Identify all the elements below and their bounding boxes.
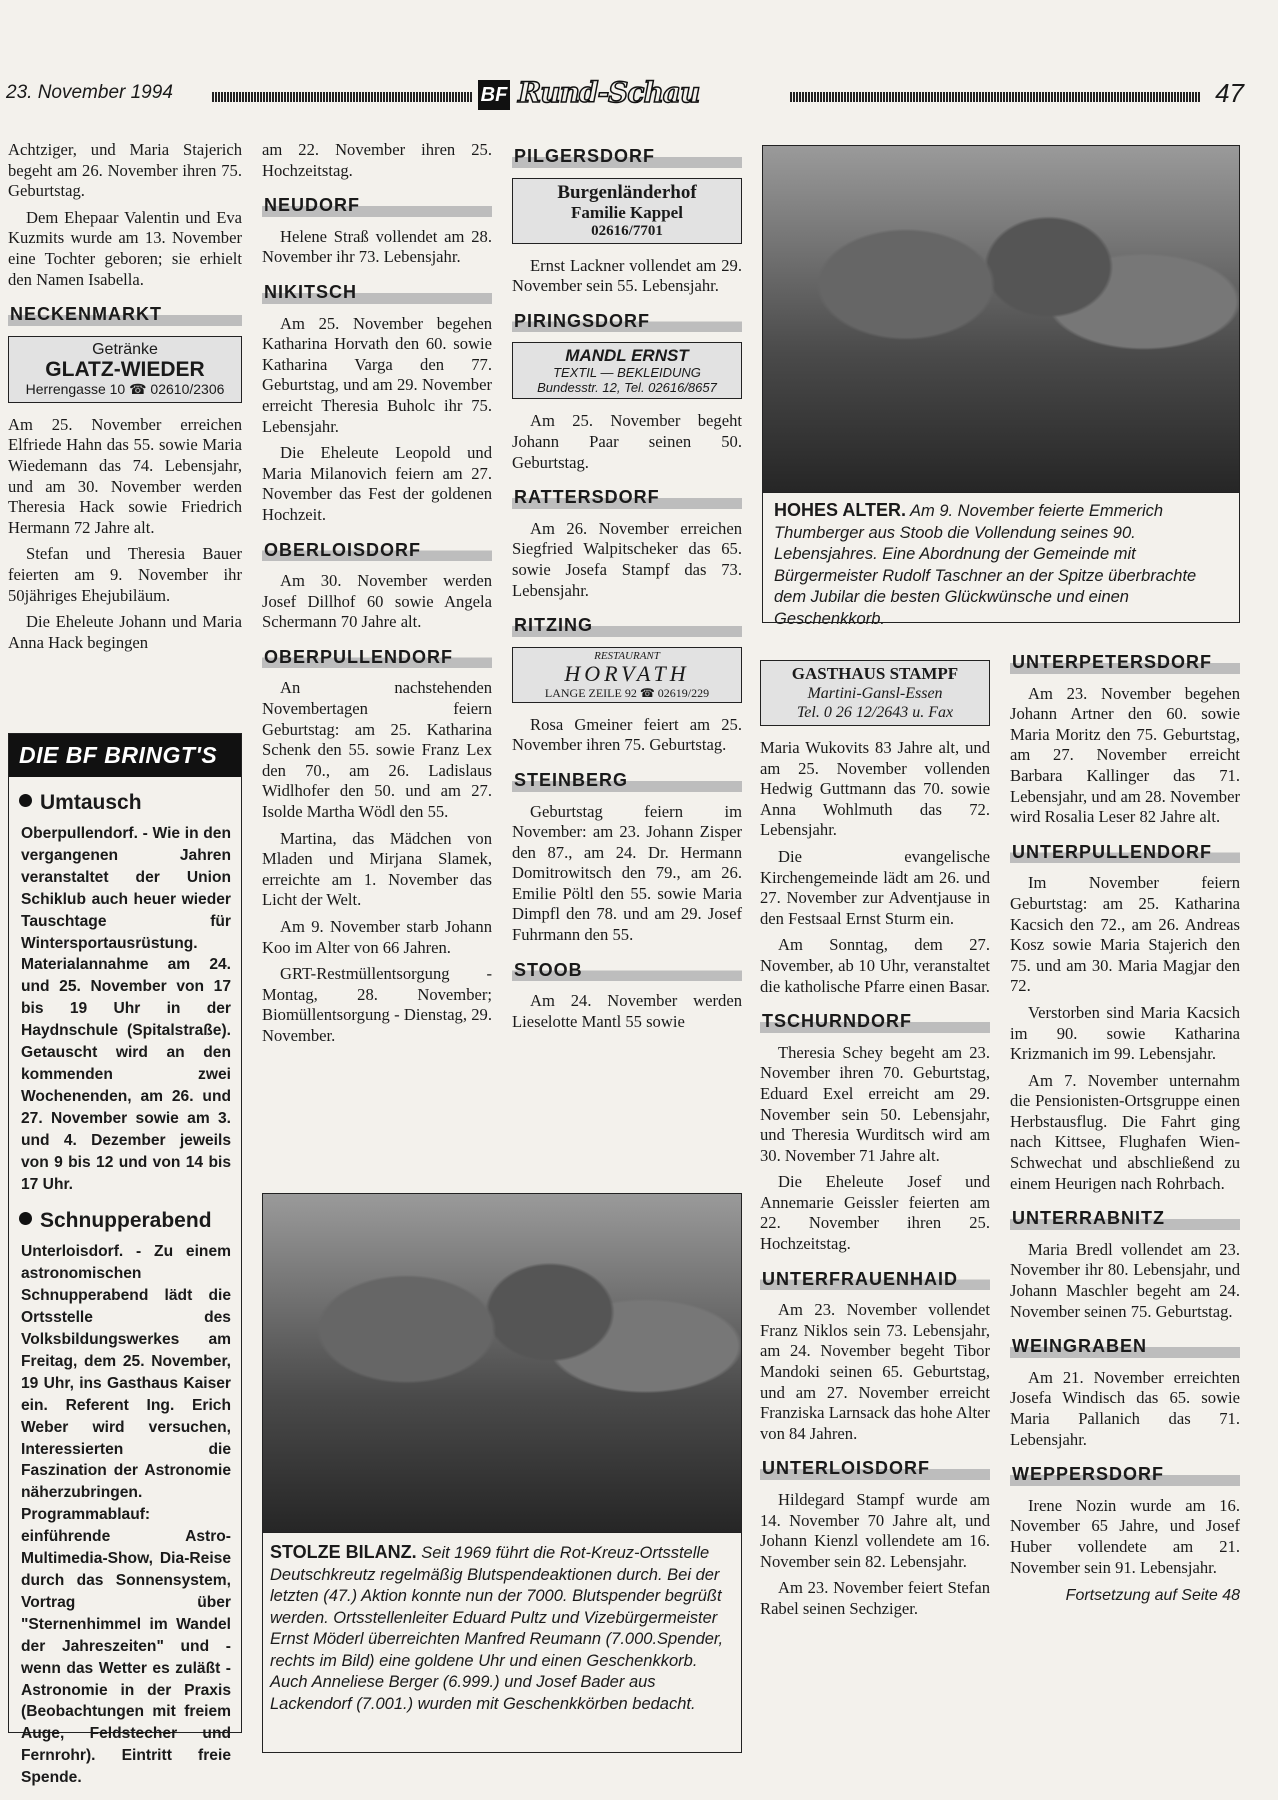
bullet-icon xyxy=(19,794,32,807)
ad-burgenlaenderhof xyxy=(512,178,742,244)
item-title-umtausch xyxy=(19,791,241,815)
item-text: Unterloisdorf. - Zu einem astronomischen Schnupperabend lädt die Ortsstelle des Volksbildungswerkes am Freitag, dem 25. November, 19 Uhr, ins Gasthaus Kaiser ein. Referent Ing. Erich Weber wird versuchen, Interessierten die Faszination der Astronomie näherzubringen. Programmablauf: einführende Astro-Multimedia-Show, Dia-Reise durch das Sonnensystem, Vortrag über "Sternenhimmel im Wandel der Jahreszeiten" und - wenn das Wetter es zuläßt - Astronomie in der Praxis (Beobachtungen mit freiem Auge, Feldstecher und Fernrohr). Eintritt freie Spende. xyxy=(21,1243,231,1787)
ad-line: Getränke xyxy=(92,340,158,358)
column-2 xyxy=(262,140,492,1053)
ad-line: MANDL ERNST xyxy=(565,346,689,366)
ad-line: Bundesstr. 12, Tel. 02616/8657 xyxy=(537,380,717,396)
ad-line: TEXTIL — BEKLEIDUNG xyxy=(553,365,701,381)
section-title-nikitsch: NIKITSCH xyxy=(262,280,492,304)
section-title-unterfrauenhaid: UNTERFRAUENHAID xyxy=(760,1267,990,1291)
section-title-steinberg: STEINBERG xyxy=(512,768,742,792)
ad-line: LANGE ZEILE 92 ☎ 02619/229 xyxy=(544,685,710,700)
item-title-text: Umtausch xyxy=(40,791,142,814)
section-title-unterpullendorf: UNTERPULLENDORF xyxy=(1010,840,1240,864)
column-3 xyxy=(512,140,742,1038)
caption-frame xyxy=(762,493,1240,623)
paragraph: Die Eheleute Johann und Maria Anna Hack begingen xyxy=(8,612,242,652)
paragraph: Die evangelische Kirchengemeinde lädt am 26. und 27. November zur Adventjause in den Festsaal Ernst Sturm ein. xyxy=(760,846,990,928)
page-number: 47 xyxy=(1215,78,1244,108)
paragraph: Geburtstag feiern im November: am 23. Johann Zisper den 87., am 24. Dr. Hermann Domitrowitsch den 79., am 26. Emilie Pöltl den 55. sowie Maria Dimpfl den 78. und am 29. Josef Fuhrmann den 55. xyxy=(512,801,742,945)
ad-line: HORVATH xyxy=(564,660,690,686)
item-title-text: Schnupperabend xyxy=(40,1209,212,1233)
paragraph: GRT-Restmüllentsorgung - Montag, 28. November; Biomüllentsorgung - Dienstag, 29. November. xyxy=(262,964,492,1045)
column-1 xyxy=(8,140,242,659)
paragraph: Achtziger, und Maria Stajerich begeht am 26. November ihren 75. Geburtstag. xyxy=(8,140,242,201)
paragraph: Am 21. November erreichten Josefa Windisch das 65. sowie Maria Pallanich das 71. Lebensjahr. xyxy=(1010,1367,1240,1449)
paragraph: Irene Nozin wurde am 16. November 65 Jahre, und Josef Huber vollendete am 21. November sein 91. Lebensjahr. xyxy=(1010,1495,1240,1577)
paragraph: Am 30. November werden Josef Dillhof 60 sowie Angela Schermann 70 Jahre alt. xyxy=(262,571,492,632)
bf-bringts-box xyxy=(8,733,242,1787)
paragraph: Am 9. November starb Johann Koo im Alter von 66 Jahren. xyxy=(262,917,492,957)
section-title-weppersdorf: WEPPERSDORF xyxy=(1010,1462,1240,1486)
ad-line: RESTAURANT xyxy=(594,649,660,662)
caption-frame xyxy=(262,1533,742,1753)
caption-title: HOHES ALTER. xyxy=(774,500,907,520)
bullet-icon xyxy=(19,1212,32,1225)
paragraph: Ernst Lackner vollendet am 29. November sein 55. Lebensjahr. xyxy=(512,255,742,296)
bf-logo: BF xyxy=(478,80,510,110)
paragraph: Am 23. November begehen Johann Artner den 60. sowie Maria Moritz den 75. Geburtstag, am 27. November erreicht Barbara Kallinger das 71. Lebensjahr, und am 28. November wird Rosalia Leser 82 Jahre alt. xyxy=(1010,683,1240,827)
paragraph: Am 25. November begeht Johann Paar seinen 50. Geburtstag. xyxy=(512,411,742,472)
paragraph: Rosa Gmeiner feiert am 25. November ihren 75. Geburtstag. xyxy=(512,714,742,755)
column-5 xyxy=(1010,650,1240,1613)
section-title-unterrabnitz: UNTERRABNITZ xyxy=(1010,1206,1240,1230)
header-rule-left xyxy=(212,92,472,102)
column-4 xyxy=(760,660,990,1626)
ad-mandl-ernst xyxy=(512,342,742,399)
photo-stolze-bilanz xyxy=(262,1193,742,1533)
caption-title: STOLZE BILANZ. xyxy=(270,1542,417,1562)
paragraph: Am 24. November werden Lieselotte Mantl 55 sowie xyxy=(512,991,742,1031)
paragraph: Am 7. November unternahm die Pensionisten-Ortsgruppe einen Herbstausflug. Die Fahrt ging nach Kittsee, Flughafen Wien-Schwechat und abschließend zu einem Heurigen nach Rohrbach. xyxy=(1010,1070,1240,1193)
paragraph: Am 25. November begehen Katharina Horvath den 60. sowie Katharina Varga den 77. Geburtstag, und am 29. November erreicht Theresia Buholc ihr 75. Lebensjahr. xyxy=(262,313,492,436)
section-title-oberloisdorf: OBERLOISDORF xyxy=(262,538,492,562)
ad-line: GASTHAUS STAMPF xyxy=(791,664,959,683)
photo-hohes-alter xyxy=(762,145,1240,493)
section-title-weingraben: WEINGRABEN xyxy=(1010,1334,1240,1358)
item-text: Oberpullendorf. - Wie in den vergangenen Jahren veranstaltet der Union Schiklub auch heuer wieder Tauschtage für Wintersportausrüstung. Materialannahme am 24. und 25. November von 17 bis 19 Uhr in der Haydnschule (Spitalstraße). Getauscht wird an den kommenden zwei Wochenenden, am 26. und 27. November sowie am 3. und 4. Dezember jeweils von 9 bis 12 und von 14 bis 17 Uhr. xyxy=(21,825,231,1193)
section-title-pilgersdorf: PILGERSDORF xyxy=(512,144,742,168)
section-title-stoob: STOOB xyxy=(512,958,742,982)
item-title-schnupperabend xyxy=(19,1209,241,1233)
section-title-rattersdorf: RATTERSDORF xyxy=(512,485,742,509)
section-title-tschurndorf: TSCHURNDORF xyxy=(760,1009,990,1033)
section-title-ritzing: RITZING xyxy=(512,613,742,637)
ad-line: Familie Kappel xyxy=(571,202,683,222)
paragraph: Helene Straß vollendet am 28. November ihr 73. Lebensjahr. xyxy=(262,226,492,267)
paragraph: Dem Ehepaar Valentin und Eva Kuzmits wurde am 13. November eine Tochter geboren; sie erhielt den Namen Isabella. xyxy=(8,207,242,289)
paragraph: Am 23. November feiert Stefan Rabel seinen Sechziger. xyxy=(760,1578,990,1618)
section-title-neudorf: NEUDORF xyxy=(262,193,492,217)
paragraph: Maria Bredl vollendet am 23. November ihr 80. Lebensjahr, und Johann Maschler begeht am 24. November seinen 75. Geburtstag. xyxy=(1010,1239,1240,1321)
page-header xyxy=(6,76,1244,112)
rundschau-logo: Rund-Schau xyxy=(518,76,700,109)
paragraph: Theresia Schey begeht am 23. November ihren 70. Geburtstag, Eduard Exel erreicht am 29. November sein 50. Lebensjahr, und Theresia Wurditsch wird am 30. November 71 Jahre alt. xyxy=(760,1042,990,1165)
paragraph: Am 25. November erreichen Elfriede Hahn das 55. sowie Maria Wiedemann das 74. Lebensjahr, und am 30. November werden Theresia Hack sowie Friedrich Hermann 72 Jahre alt. xyxy=(8,414,242,537)
paragraph: Stefan und Theresia Bauer feierten am 9. November ihr 50jähriges Ehejubiläum. xyxy=(8,544,242,605)
caption-text: Seit 1969 führt die Rot-Kreuz-Ortsstelle Deutschkreutz regelmäßig Blutspendeaktionen durch. Bei der letzten (47.) Aktion konnte nun der 7000. Blutspender begrüßt werden. Ortsstellenleiter Eduard Pultz und Vizebürgermeister Ernst Möderl überreichten Manfred Reumann (7.000.Spender, rechts im Bild) eine goldene Uhr und einen Geschenkkorb. Auch Anneliese Berger (6.999.) und Josef Bader aus Lackendorf (7.001.) wurden mit Geschenkkörben bedacht. xyxy=(270,1544,724,1713)
ad-line: Herrengasse 10 ☎ 02610/2306 xyxy=(25,380,225,397)
section-title-oberpullendorf: OBERPULLENDORF xyxy=(262,645,492,669)
section-title-piringsdorf: PIRINGSDORF xyxy=(512,309,742,333)
paragraph: Im November feiern Geburtstag: am 25. Katharina Kacsich den 72., am 26. Andreas Kosz sowie Maria Stajerich den 75. und am 30. Maria Magjar den 72. xyxy=(1010,873,1240,996)
paragraph: am 22. November ihren 25. Hochzeitstag. xyxy=(262,140,492,180)
paragraph: Am Sonntag, dem 27. November, ab 10 Uhr, veranstaltet die katholische Pfarre einen Basar. xyxy=(760,935,990,996)
paragraph: Am 23. November vollendet Franz Niklos sein 73. Lebensjahr, am 24. November begeht Tibor Mandoki seinen 65. Geburtstag, und am 27. November erreicht Franziska Larnsack das hohe Alter von 84 Jahren. xyxy=(760,1300,990,1443)
header-rule-right xyxy=(790,92,1200,102)
ad-line: Tel. 0 26 12/2643 u. Fax xyxy=(796,704,954,721)
section-title-neckenmarkt: NECKENMARKT xyxy=(8,302,242,326)
issue-date: 23. November 1994 xyxy=(6,82,173,103)
section-title-unterloisdorf: UNTERLOISDORF xyxy=(760,1456,990,1480)
paragraph: Am 26. November erreichen Siegfried Walpitscheker das 65. sowie Josefa Stampf das 73. Lebensjahr. xyxy=(512,518,742,600)
paragraph: Maria Wukovits 83 Jahre alt, und am 25. November vollenden Hedwig Guttmann das 70. sowie Anna Wohlmuth das 72. Lebensjahr. xyxy=(760,738,990,840)
ad-line: Burgenländerhof xyxy=(557,181,697,203)
caption-text: Am 9. November feierte Emmerich Thumberger aus Stoob die Vollendung seines 90. Lebensjahres. Eine Abordnung der Gemeinde mit Bürgermeister Rudolf Taschner an der Spitze überbrachte dem Jubilar die besten Glückwünsche und einen Geschenkkorb. xyxy=(774,502,1197,628)
paragraph: Hildegard Stampf wurde am 14. November 70 Jahre alt, und Johann Kienzl vollendete am 16. November sein 82. Lebensjahr. xyxy=(760,1490,990,1571)
ad-gasthaus-stampf xyxy=(760,660,990,726)
paragraph: Verstorben sind Maria Kacsich im 90. sowie Katharina Krizmanich im 99. Lebensjahr. xyxy=(1010,1002,1240,1064)
paragraph: Die Eheleute Leopold und Maria Milanovich feiern am 27. November das Fest der goldenen Hochzeit. xyxy=(262,443,492,524)
ad-line: 02616/7701 xyxy=(591,222,663,239)
ad-restaurant-horvath xyxy=(512,647,742,703)
ad-line: GLATZ-WIEDER xyxy=(45,357,205,381)
box-title: DIE BF BRINGT'S xyxy=(9,734,241,777)
paragraph: Die Eheleute Josef und Annemarie Geissler feierten am 22. November ihren 25. Hochzeitstag. xyxy=(760,1172,990,1254)
section-title-unterpetersdorf: UNTERPETERSDORF xyxy=(1010,650,1240,674)
paragraph: Martina, das Mädchen von Mladen und Mirjana Slamek, erreichte am 1. November das Licht der Welt. xyxy=(262,828,492,910)
ad-glatz-wieder xyxy=(8,336,242,403)
continued-note: Fortsetzung auf Seite 48 xyxy=(1065,1587,1240,1605)
ad-line: Martini-Gansl-Essen xyxy=(807,685,943,702)
paragraph: An nachstehenden Novembertagen feiern Geburtstag: am 25. Katharina Schenk den 55. sowie Franz Lex den 70., am 26. Ladislaus Widlhofer den 50. und am 27. Isolde Martha Wödl den 55. xyxy=(262,678,492,822)
